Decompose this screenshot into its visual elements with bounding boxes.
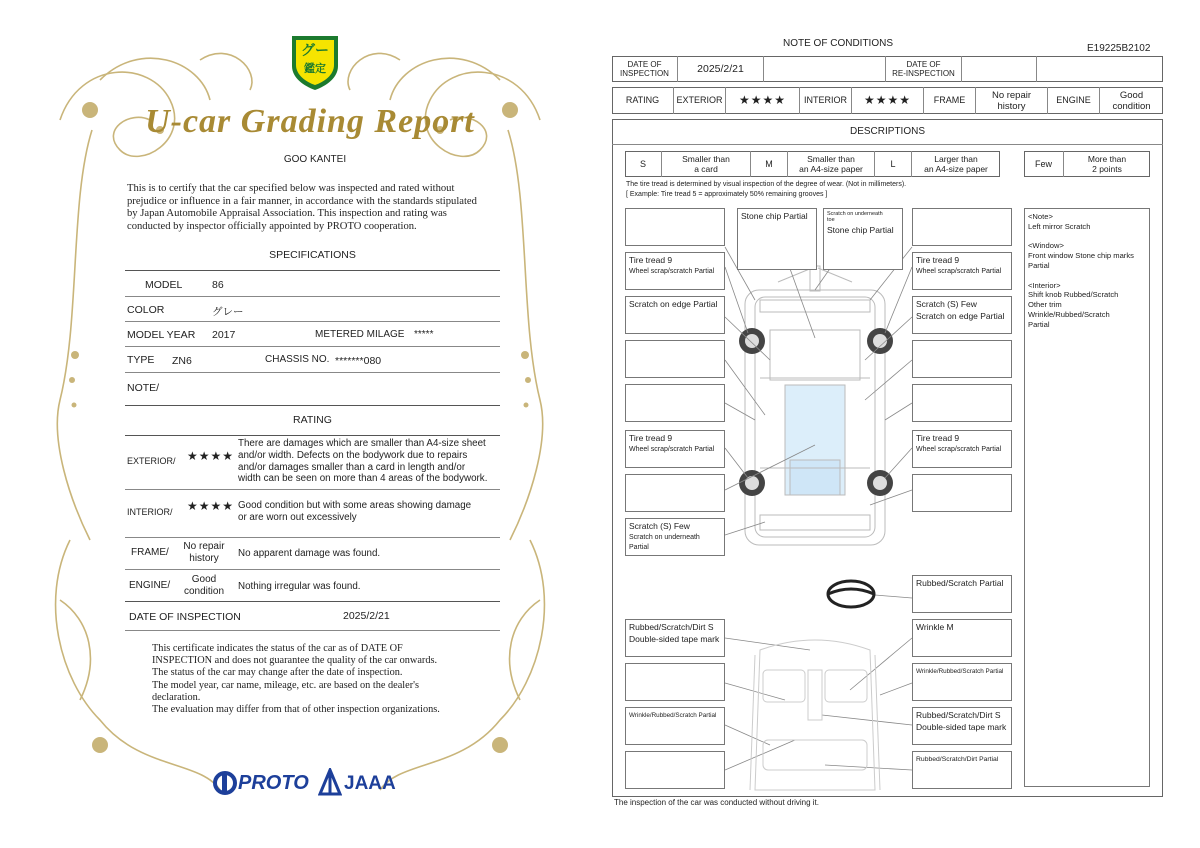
label-interior-right-2: Wrinkle/Rubbed/Scratch Partial	[912, 663, 1012, 701]
label-tire-rear-left: Tire tread 9 Wheel scrap/scratch Partial	[625, 430, 725, 468]
chassis-label: CHASSIS NO.	[265, 354, 330, 365]
few-value: More than 2 points	[1087, 154, 1127, 174]
frame-value: No repair history	[976, 87, 1048, 114]
label-box-empty	[625, 751, 725, 789]
label-interior-right-3: Rubbed/Scratch/Dirt S Double-sided tape mark	[912, 707, 1012, 745]
label-box-empty	[625, 384, 725, 422]
type-value: ZN6	[172, 355, 192, 367]
label-interior-left-3: Wrinkle/Rubbed/Scratch Partial	[625, 707, 725, 745]
color-label: COLOR	[127, 304, 165, 316]
engine-desc: Nothing irregular was found.	[238, 581, 361, 592]
chassis-value: *******080	[335, 355, 382, 367]
report-subtitle: GOO KANTEI	[283, 154, 347, 165]
label-box-empty	[912, 384, 1012, 422]
label-interior-left-1: Rubbed/Scratch/Dirt S Double-sided tape mark	[625, 619, 725, 657]
interior-stars: ★★★★	[852, 87, 924, 114]
report-id: E19225B2102	[1087, 43, 1151, 54]
legend-s-key: S	[625, 151, 662, 177]
label-stone-top2: Scratch on underneath toe Stone chip Partial	[823, 208, 903, 270]
label-tire-rear-right: Tire tread 9 Wheel scrap/scratch Partial	[912, 430, 1012, 468]
label-box-empty	[912, 474, 1012, 512]
label-rear-left: Scratch (S) Few Scratch on underneath Partial	[625, 518, 725, 556]
divider	[125, 405, 500, 406]
color-value: グレー	[212, 306, 244, 318]
frame-desc: No apparent damage was found.	[238, 548, 381, 559]
label-tire-front-left: Tire tread 9 Wheel scrap/scratch Partial	[625, 252, 725, 290]
label-interior-right-4: Rubbed/Scratch/Dirt Partial	[912, 751, 1012, 789]
few-key: Few	[1024, 151, 1064, 177]
steering-wheel-icon	[828, 581, 874, 607]
legend-l-value: Larger than an A4-size paper	[924, 154, 988, 174]
divider	[125, 346, 500, 347]
footer-text: This certificate indicates the status of the car as of DATE OF INSPECTION and does not guarantee the quality of the car onwards. The status of the car may change after the date of inspection. The model year, car name, mileage, etc. are based on the dealer's declaration. The evaluation may differ from that of other inspection organizations.	[152, 643, 440, 716]
divider	[125, 435, 500, 436]
report-title: U-car Grading Report	[145, 103, 475, 140]
frame-value: No repair history	[183, 541, 225, 564]
label-box-empty	[625, 208, 725, 246]
spec-heading: SPECIFICATIONS	[269, 249, 356, 261]
label-edge-right: Scratch (S) Few Scratch on edge Partial	[912, 296, 1012, 334]
tire-note: The tire tread is determined by visual inspection of the degree of wear. (Not in millimeters). [ Example: Tire tread 5 = approximately 50% remaining grooves ]	[626, 181, 907, 198]
label-box-empty	[625, 340, 725, 378]
divider	[125, 270, 500, 271]
proto-logo-icon	[212, 770, 238, 796]
divider	[125, 601, 500, 602]
model-year-value: 2017	[212, 329, 236, 341]
divider	[125, 489, 500, 490]
label-tire-front-right: Tire tread 9 Wheel scrap/scratch Partial	[912, 252, 1012, 290]
brand-jaaa: JAAA	[344, 773, 396, 794]
label-box-empty	[912, 208, 1012, 246]
engine-label: ENGINE/	[129, 580, 171, 591]
notes-column: <Note> Left mirror Scratch <Window> Front window Stone chip marks Partial <Interior> Shift knob Rubbed/Scratch Other trim Wrinkle/Rubbed/Scratch Partial	[1024, 208, 1150, 787]
rating-label: RATING	[612, 87, 674, 114]
descriptions-heading: DESCRIPTIONS	[612, 119, 1163, 145]
brand-proto: PROTO	[238, 772, 309, 794]
note-of-conditions	[600, 0, 1200, 848]
type-label: TYPE	[127, 354, 155, 366]
divider	[125, 296, 500, 297]
legend-m-value: Smaller than an A4-size paper	[788, 151, 875, 177]
exterior-label: EXTERIOR	[674, 87, 726, 114]
date-insp-value: 2025/2/21	[678, 56, 764, 82]
jaaa-logo-icon	[318, 768, 342, 796]
exterior-stars: ★★★★	[187, 449, 235, 463]
label-steering-wheel: Rubbed/Scratch Partial	[912, 575, 1012, 613]
milage-value: *****	[414, 329, 434, 340]
noc-title: NOTE OF CONDITIONS	[783, 38, 893, 49]
logo-text-1: グー	[301, 43, 329, 59]
milage-label: METERED MILAGE	[315, 329, 405, 340]
legend-l-key: L	[875, 151, 912, 177]
divider	[125, 321, 500, 322]
divider	[125, 372, 500, 373]
certify-text: This is to certify that the car specified below was inspected and rated without prejudice or influence in a fair manner, in accordance with the standards stipulated by Japan Automobile Appraisal Association. This inspection and rating was conducted by inspector officially appointed by PROTO cooperation.	[127, 183, 477, 232]
noc-footer: The inspection of the car was conducted without driving it.	[614, 798, 819, 807]
divider	[125, 569, 500, 570]
exterior-desc: There are damages which are smaller than A4-size sheet and/or width. Defects on the bodywork due to repairs and/or damages smaller than a card in length and/or width can be seen on more than 4 areas of the bodywork.	[238, 438, 488, 485]
date-insp-label: DATE OF INSPECTION	[612, 56, 678, 82]
label-interior-right-1: Wrinkle M	[912, 619, 1012, 657]
interior-label: INTERIOR/	[127, 507, 173, 517]
divider	[125, 537, 500, 538]
note-label: NOTE/	[127, 382, 160, 394]
model-year-label: MODEL YEAR	[127, 329, 196, 341]
engine-value: Good condition	[1112, 89, 1151, 112]
rating-heading: RATING	[293, 414, 332, 426]
date-label: DATE OF INSPECTION	[129, 611, 241, 623]
model-label: MODEL	[145, 279, 183, 291]
frame-label: FRAME/	[131, 547, 169, 558]
engine-label: ENGINE	[1048, 87, 1100, 114]
model-value: 86	[212, 279, 224, 291]
reinsp-label: DATE OF RE-INSPECTION	[886, 56, 962, 82]
divider	[125, 630, 500, 631]
interior-desc: Good condition but with some areas showing damage or are worn out excessively	[238, 500, 472, 523]
legend-s-value: Smaller than a card	[662, 151, 751, 177]
frame-label: FRAME	[924, 87, 976, 114]
interior-stars: ★★★★	[187, 499, 235, 513]
engine-value: Good condition	[183, 574, 225, 597]
label-box-empty	[625, 663, 725, 701]
label-stone-top: Stone chip Partial	[737, 208, 817, 270]
exterior-stars: ★★★★	[726, 87, 800, 114]
logo-text-2: 鑑定	[304, 62, 326, 75]
date-value: 2025/2/21	[343, 610, 390, 622]
interior-label: INTERIOR	[800, 87, 852, 114]
label-box-empty	[625, 474, 725, 512]
label-edge-left: Scratch on edge Partial	[625, 296, 725, 334]
label-box-empty	[912, 340, 1012, 378]
legend-m-key: M	[751, 151, 788, 177]
exterior-label: EXTERIOR/	[127, 456, 176, 466]
